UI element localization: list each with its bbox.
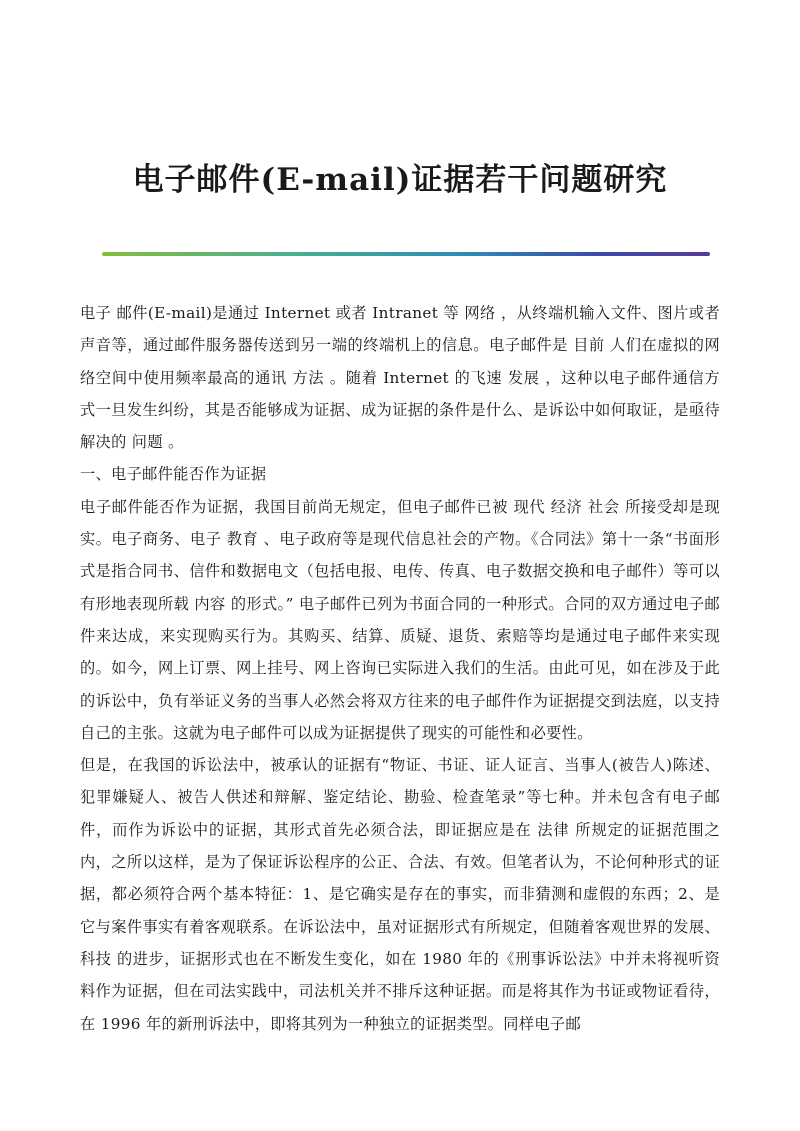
document-title: 电子邮件(E-mail)证据若干问题研究 [132, 162, 668, 198]
section-heading: 一、电子邮件能否作为证据 [80, 465, 267, 484]
body-paragraph: 但是，在我国的诉讼法中，被承认的证据有“物证、书证、证人证言、当事人(被告人)陈述、犯罪嫌疑人、被告人供述和辩解、鉴定结论、勘验、检查笔录”等七种。并未包含有电子邮件，而作为诉讼中的证据，其形式首先必须合法，即证据应是在 法律 所规定的证据范围之内，之所以这样，是为了保证诉讼程序的公正、合法、有效。但笔者认为，不论何种形式的证据，都必须符合两个基本特征：1、是它确实是存在的事实，而非猜测和虚假的东西；2、是它与案件事实有着客观联系。在诉讼法中，虽对证据形式有所规定，但随着客观世界的发展、 科技 的进步，证据形式也在不断发生变化，如在 1980 年的《刑事诉讼法》中并未将视听资料作为证据，但在司法实践中，司法机关并不排斥这种证据。而是将其作为书证或物证看待，在 1996 年的新刑诉法中，即将其列为一种独立的证据类型。同样电子邮 [80, 756, 720, 1033]
intro-paragraph: 电子 邮件(E-mail)是通过 Internet 或者 Intranet 等 网络 ，从终端机输入文件、图片或者声音等，通过邮件服务器传送到另一端的终端机上的信息。电子邮件是 目前 人们在虚拟的网络空间中使用频率最高的通讯 方法 。随着 Internet 的飞速 发展 ，这种以电子邮件通信方式一旦发生纠纷，其是否能够成为证据、成为证据的条件是什么、是诉讼中如何取证，是亟待解决的 问题 。 [80, 304, 720, 452]
body-paragraph: 电子邮件能否作为证据，我国目前尚无规定，但电子邮件已被 现代 经济 社会 所接受却是现实。电子商务、电子 教育 、电子政府等是现代信息社会的产物。《合同法》第十一条“书面形式是指合同书、信件和数据电文（包括电报、电传、传真、电子数据交换和电子邮件）等可以有形地表现所载 内容 的形式。” 电子邮件已列为书面合同的一种形式。合同的双方通过电子邮件来达成，来实现购买行为。其购买、结算、质疑、退货、索赔等均是通过电子邮件来实现的。如今，网上订票、网上挂号、网上咨询已实际进入我们的生活。由此可见，如在涉及于此的诉讼中，负有举证义务的当事人必然会将双方往来的电子邮件作为证据提交到法庭，以支持自己的主张。这就为电子邮件可以成为证据提供了现实的可能性和必要性。 [80, 497, 720, 742]
document-body [80, 297, 720, 1040]
title-divider [102, 252, 710, 256]
